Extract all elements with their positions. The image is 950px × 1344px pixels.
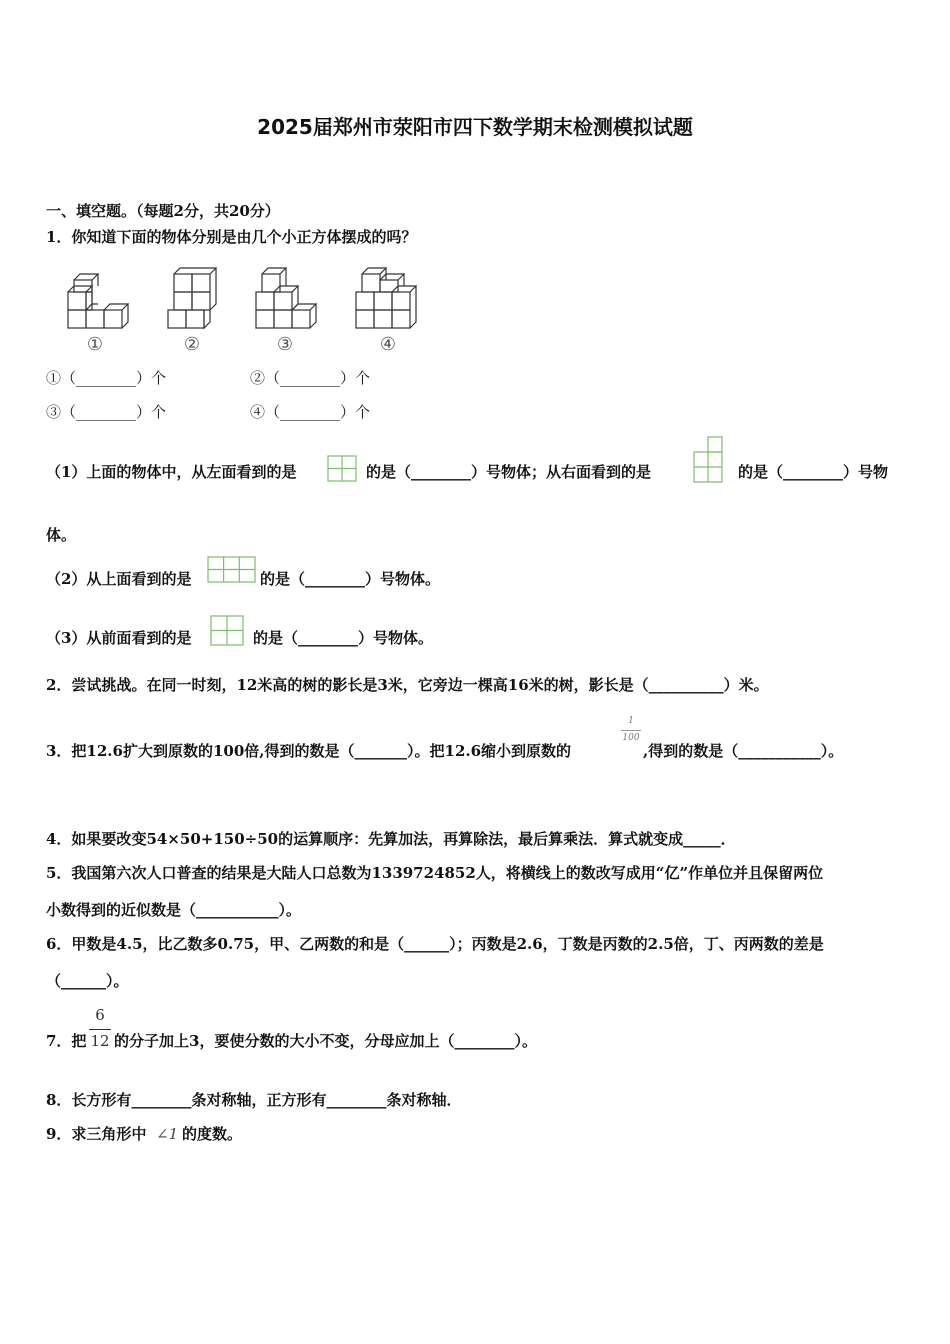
front-view-grid <box>210 615 246 647</box>
question-1: 1．你知道下面的物体分别是由几个小正方体摆成的吗？ <box>46 228 417 246</box>
top-view-grid <box>207 556 257 584</box>
right-view-grid <box>693 436 725 484</box>
question-9-b: 的度数。 <box>182 1125 243 1143</box>
question-6-a: 6．甲数是4.5，比乙数多0.75，甲、乙两数的和是（______）；丙数是2.6，丁数是丙数的2.5倍，丁、丙两数的差是 <box>46 935 824 953</box>
fraction-denominator-small: 100 <box>622 733 640 743</box>
left-view-grid <box>327 455 359 483</box>
section-heading: 一、填空题。（每题2分，共20分） <box>46 202 280 220</box>
question-3-b: ,得到的数是（___________）。 <box>643 742 844 760</box>
sub-question-3-a: （3）从前面看到的是 <box>46 629 192 647</box>
cube-figure-4 <box>350 262 422 334</box>
answer-3: ③（________）个 <box>46 403 167 421</box>
figure-label-1: ① <box>86 334 104 355</box>
cube-figure-3 <box>250 262 320 334</box>
fraction-bar <box>89 1029 111 1030</box>
sub-question-3-b: 的是（________）号物体。 <box>253 629 434 647</box>
question-3-a: 3．把12.6扩大到原数的100倍,得到的数是（_______）。把12.6缩小到原数的 <box>46 742 572 760</box>
sub-question-2-a: （2）从上面看到的是 <box>46 570 192 588</box>
answer-1: ①（________）个 <box>46 369 167 387</box>
sub-question-2-b: 的是（________）号物体。 <box>260 570 441 588</box>
fraction-numerator: 6 <box>95 1006 105 1024</box>
sub-question-1-d: 体。 <box>46 526 77 544</box>
angle-symbol: ∠1 <box>156 1125 179 1143</box>
question-8: 8．长方形有________条对称轴，正方形有________条对称轴． <box>46 1091 462 1109</box>
question-5-b: 小数得到的近似数是（___________）。 <box>46 901 302 919</box>
sub-question-1-c: 的是（________）号物 <box>738 463 889 481</box>
question-5-a: 5．我国第六次人口普查的结果是大陆人口总数为1339724852人，将横线上的数改写成用“亿”作单位并且保留两位 <box>46 864 824 882</box>
fraction-numerator-small: 1 <box>628 716 634 726</box>
question-9-a: 9．求三角形中 <box>46 1125 147 1143</box>
answer-2: ②（________）个 <box>250 369 371 387</box>
cube-figure-1 <box>60 262 130 334</box>
question-2: 2．尝试挑战。在同一时刻，12米高的树的影长是3米，它旁边一棵高16米的树，影长是（__________）米。 <box>46 676 769 694</box>
figure-label-3: ③ <box>276 334 294 355</box>
cube-figure-2 <box>160 262 230 334</box>
question-4: 4．如果要改变54×50+150÷50的运算顺序：先算加法，再算除法，最后算乘法．算式就变成_____． <box>46 830 736 848</box>
question-6-b: （______）。 <box>46 972 129 990</box>
figure-label-2: ② <box>183 334 201 355</box>
figure-label-4: ④ <box>379 334 397 355</box>
sub-question-1-b: 的是（________）号物体；从右面看到的是 <box>366 463 652 481</box>
sub-question-1-a: （1）上面的物体中，从左面看到的是 <box>46 463 297 481</box>
page-title: 2025届郑州市荥阳市四下数学期末检测模拟试题 <box>257 115 693 139</box>
fraction-bar-small <box>621 730 641 731</box>
fraction-denominator: 12 <box>90 1032 110 1050</box>
answer-4: ④（________）个 <box>250 403 371 421</box>
question-7-b: 的分子加上3，要使分数的大小不变，分母应加上（________）。 <box>114 1032 537 1050</box>
question-7-a: 7．把 <box>46 1032 87 1050</box>
